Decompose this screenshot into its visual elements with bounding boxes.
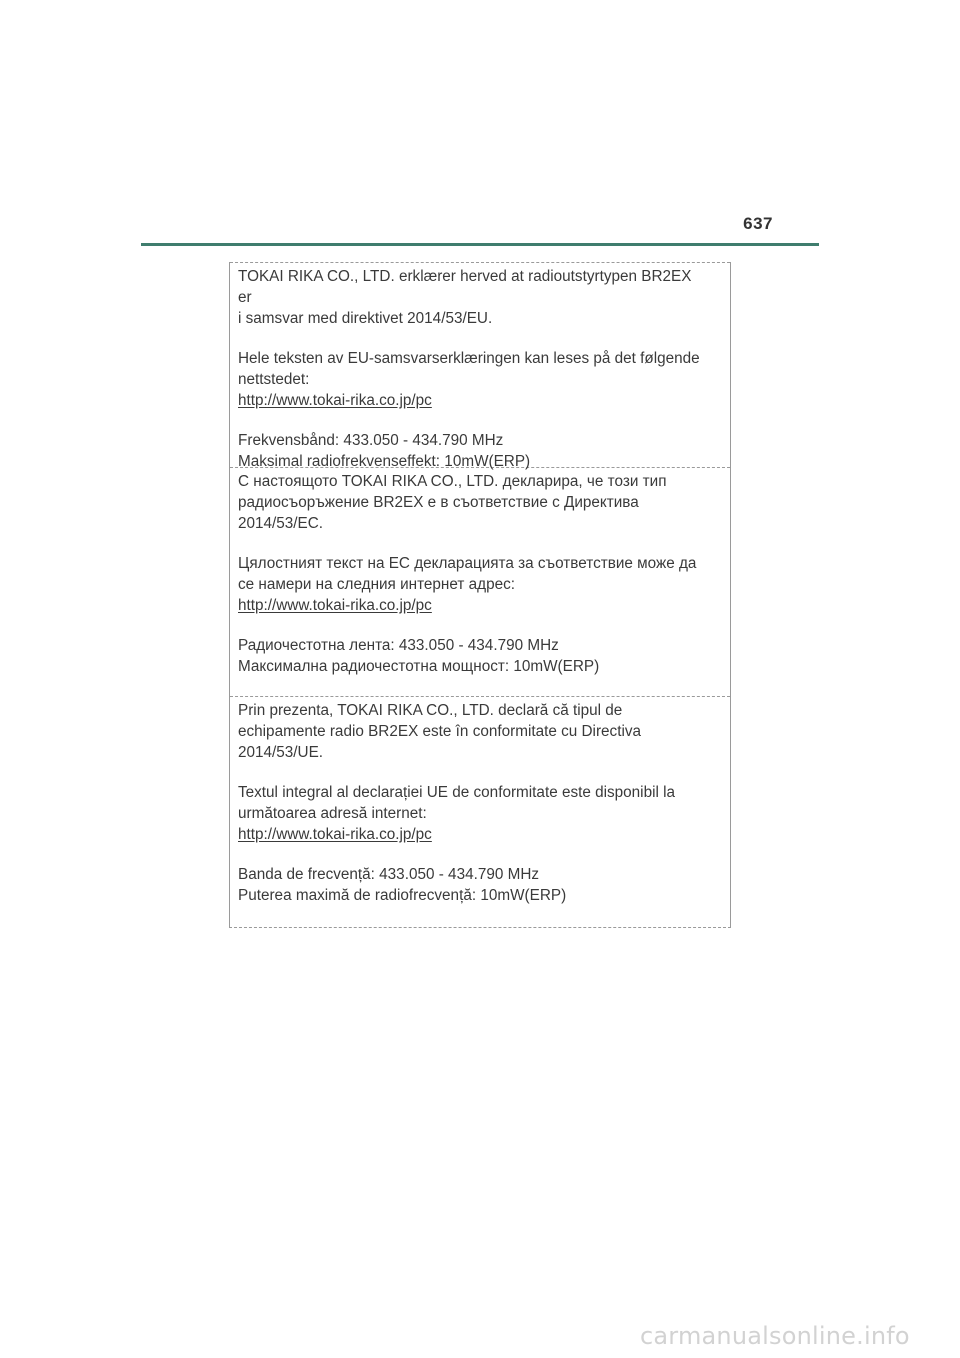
full-text-notice — [238, 348, 704, 411]
frequency-info — [238, 635, 704, 677]
max-power: Максимална радиочестотна мощност: 10mW(ERP) — [238, 658, 600, 675]
header-rule — [141, 243, 819, 246]
watermark: carmanualsonline.info — [640, 1322, 910, 1350]
declaration-text — [238, 266, 704, 329]
frequency-info — [238, 430, 704, 472]
declaration-line: 2014/53/ЕС. — [238, 515, 324, 532]
notice-line: Цялостният текст на ЕС декларацията за съответствие може да — [238, 555, 697, 572]
declaration-text — [238, 471, 704, 534]
max-power: Puterea maximă de radiofrecvență: 10mW(ERP) — [238, 887, 567, 904]
full-text-notice — [238, 782, 704, 845]
declaration-line: echipamente radio BR2EX este în conformitate cu Directiva — [238, 723, 642, 740]
declaration-line: 2014/53/UE. — [238, 744, 324, 761]
notice-line: următoarea adresă internet: — [238, 805, 427, 822]
declaration-line: Prin prezenta, TOKAI RIKA CO., LTD. declară că tipul de — [238, 702, 623, 719]
declaration-section-norwegian — [230, 262, 730, 470]
declaration-link[interactable]: http://www.tokai-rika.co.jp/pc — [238, 826, 432, 843]
declaration-line: С настоящото TOKAI RIKA CO., LTD. декларира, че този тип — [238, 473, 667, 490]
page-number: 637 — [743, 214, 773, 233]
frequency-band: Frekvensbånd: 433.050 - 434.790 MHz — [238, 432, 504, 449]
frequency-band: Banda de frecvență: 433.050 - 434.790 MHz — [238, 866, 540, 883]
notice-line: nettstedet: — [238, 371, 310, 388]
declaration-line: TOKAI RIKA CO., LTD. erklærer herved at radioutstyrtypen BR2EX er — [238, 268, 692, 306]
frequency-band: Радиочестотна лента: 433.050 - 434.790 MHz — [238, 637, 559, 654]
declaration-section-bulgarian — [230, 467, 730, 696]
notice-line: Textul integral al declarației UE de conformitate este disponibil la — [238, 784, 676, 801]
full-text-notice — [238, 553, 704, 616]
notice-line: Hele teksten av EU-samsvarserklæringen kan leses på det følgende — [238, 350, 700, 367]
declaration-link[interactable]: http://www.tokai-rika.co.jp/pc — [238, 392, 432, 409]
declaration-text — [238, 700, 704, 763]
declaration-line: радиосъоръжение BR2EX е в съответствие с Директива — [238, 494, 639, 511]
declaration-link[interactable]: http://www.tokai-rika.co.jp/pc — [238, 597, 432, 614]
max-power: Maksimal radiofrekvenseffekt: 10mW(ERP) — [238, 453, 531, 470]
declaration-section-romanian — [230, 696, 730, 927]
declaration-box — [229, 262, 731, 928]
frequency-info — [238, 864, 704, 906]
declaration-line: i samsvar med direktivet 2014/53/EU. — [238, 310, 493, 327]
notice-line: се намери на следния интернет адрес: — [238, 576, 515, 593]
